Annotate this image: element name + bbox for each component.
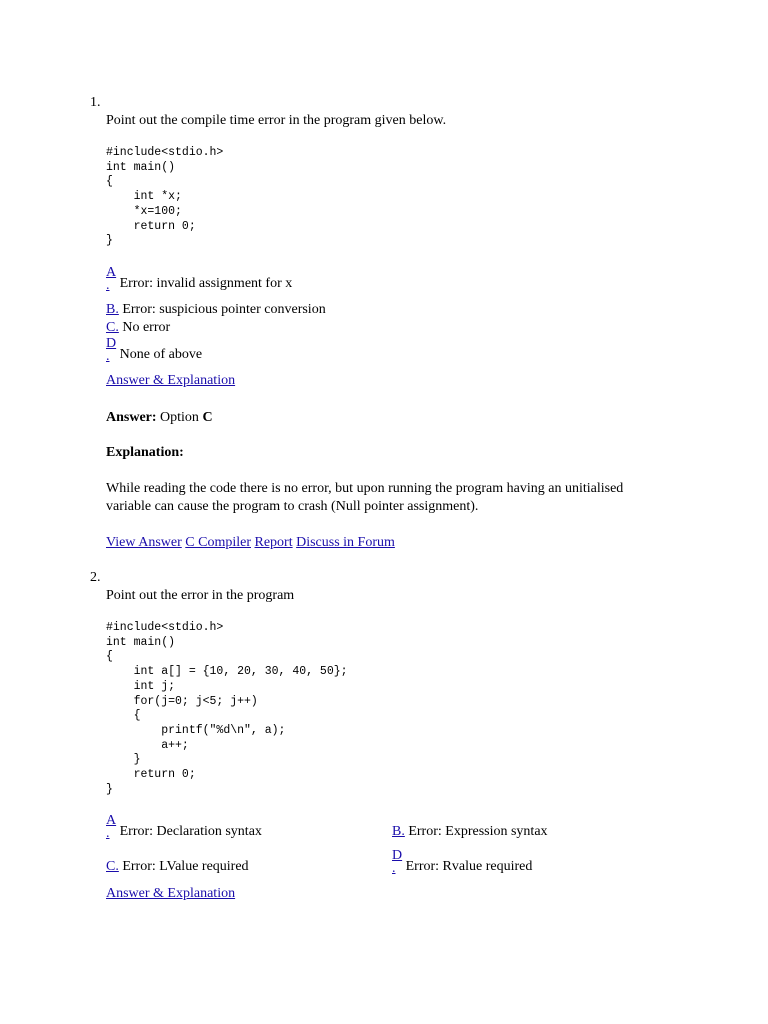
q2-option-b[interactable]: [392, 823, 548, 841]
q1-footer-links: [106, 534, 395, 552]
q1-answer-label: Answer:: [106, 410, 157, 425]
q2-number: 2.: [90, 570, 101, 585]
q2-option-a-text: Error: Declaration syntax: [119, 824, 262, 839]
q2-code-line: return 0;: [106, 768, 196, 782]
q2-code-line: int j;: [106, 679, 176, 693]
q2-option-c[interactable]: [106, 858, 249, 876]
q2-code-block: [106, 621, 348, 797]
c-compiler-link[interactable]: C Compiler: [185, 535, 251, 550]
q1-option-c-text: No error: [122, 320, 171, 335]
q1-code-line: int main(): [106, 160, 176, 174]
q1-explanation-label: Explanation:: [106, 445, 184, 460]
q1-explanation-line-2: variable can cause the program to crash (Null pointer assignment).: [106, 499, 479, 514]
q1-option-c-letter[interactable]: C.: [106, 320, 119, 335]
q1-option-d-letter[interactable]: D .: [106, 336, 117, 364]
q2-option-b-letter[interactable]: B.: [392, 824, 405, 839]
q2-code-line: a++;: [106, 738, 189, 752]
q1-option-b-text: Error: suspicious pointer conversion: [122, 302, 326, 317]
q1-option-a-letter[interactable]: A .: [106, 265, 117, 293]
q2-code-line: #include<stdio.h>: [106, 621, 224, 634]
q2-prompt: Point out the error in the program: [106, 588, 295, 603]
q1-answer-value: C: [202, 410, 213, 425]
q1-answer-text: Option: [160, 410, 199, 425]
q1-prompt: Point out the compile time error in the program given below.: [106, 113, 447, 128]
q2-answer-explanation-link[interactable]: Answer & Explanation: [106, 886, 236, 901]
q2-code-line: int main(): [106, 635, 176, 649]
q2-code-line: int a[] = {10, 20, 30, 40, 50};: [106, 665, 348, 679]
q1-code-line: }: [106, 234, 113, 248]
q1-option-b-letter[interactable]: B.: [106, 302, 119, 317]
q2-code-line: printf("%d\n", a);: [106, 723, 286, 737]
q2-code-line: }: [106, 753, 141, 767]
report-link[interactable]: Report: [254, 535, 293, 550]
q2-option-d-letter[interactable]: D .: [392, 848, 403, 876]
q1-explanation-line-1: While reading the code there is no error, but upon running the program having an unitialised: [106, 481, 624, 496]
q1-code-line: int *x;: [106, 190, 182, 204]
q2-option-c-text: Error: LValue required: [122, 859, 249, 874]
q1-option-a-text: Error: invalid assignment for x: [119, 276, 293, 291]
q1-code-line: *x=100;: [106, 204, 182, 218]
q1-code-line: return 0;: [106, 219, 196, 233]
q2-option-a[interactable]: [106, 814, 262, 840]
q1-code-line: #include<stdio.h>: [106, 146, 224, 159]
view-answer-link[interactable]: View Answer: [106, 535, 182, 550]
q1-code-line: {: [106, 175, 113, 189]
q1-option-d[interactable]: [106, 337, 202, 363]
q2-option-d-text: Error: Rvalue required: [405, 859, 533, 874]
q1-number: 1.: [90, 95, 101, 110]
q1-option-a[interactable]: [106, 266, 292, 292]
q1-code-block: [106, 146, 223, 249]
q2-option-d[interactable]: [392, 849, 532, 875]
q2-code-line: }: [106, 782, 113, 796]
q1-option-b[interactable]: [106, 301, 326, 319]
q1-answer: [106, 409, 213, 427]
discuss-in-forum-link[interactable]: Discuss in Forum: [296, 535, 395, 550]
q2-code-line: {: [106, 709, 141, 723]
q2-code-line: for(j=0; j<5; j++): [106, 694, 258, 708]
q1-answer-explanation-link[interactable]: Answer & Explanation: [106, 373, 236, 388]
q2-option-c-letter[interactable]: C.: [106, 859, 119, 874]
q1-option-c[interactable]: [106, 319, 170, 337]
q2-option-a-letter[interactable]: A .: [106, 813, 117, 841]
q2-option-b-text: Error: Expression syntax: [408, 824, 548, 839]
q2-code-line: {: [106, 650, 113, 664]
q1-option-d-text: None of above: [119, 347, 203, 362]
